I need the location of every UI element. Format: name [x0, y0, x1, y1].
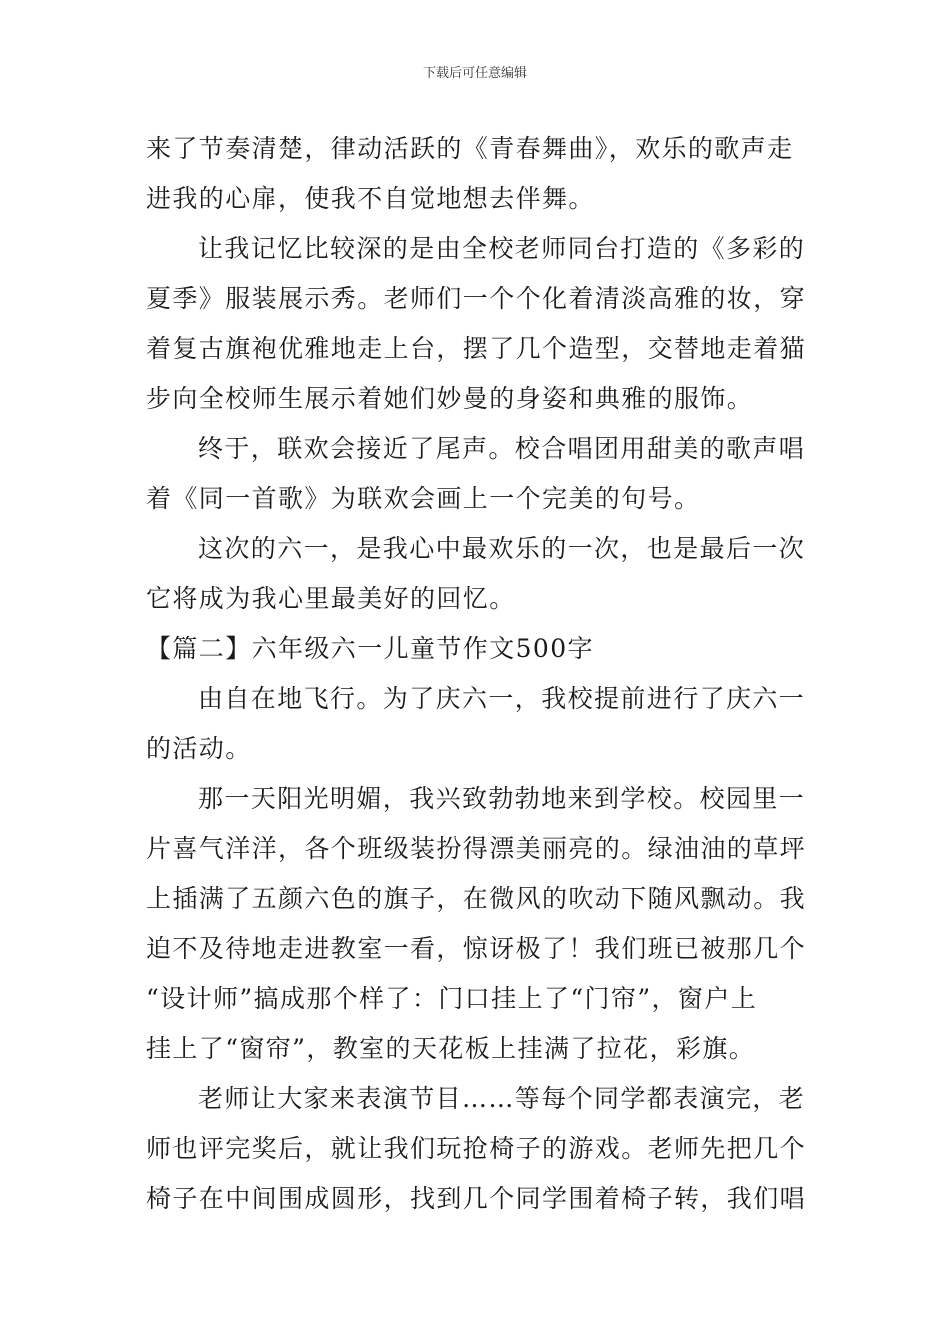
text-line: 进我的心扉，使我不自觉地想去伴舞。	[146, 184, 595, 213]
text-line: 着《同一首歌》为联欢会画上一个完美的句号。	[146, 484, 701, 513]
paragraph-first-line: 终于，联欢会接近了尾声。校合唱团用甜美的歌声唱	[198, 434, 806, 463]
text-line: 夏季》服装展示秀。老师们一个个化着清淡高雅的妆，穿	[146, 284, 807, 313]
text-line: 师也评完奖后，就让我们玩抢椅子的游戏。老师先把几个	[146, 1134, 807, 1163]
paragraph-first-line: 老师让大家来表演节目……等每个同学都表演完，老	[198, 1084, 806, 1113]
text-line: 步向全校师生展示着她们妙曼的身姿和典雅的服饰。	[146, 384, 754, 413]
paragraph-first-line: 这次的六一，是我心中最欢乐的一次，也是最后一次	[198, 534, 806, 563]
page-header-note: 下载后可任意编辑	[422, 66, 527, 81]
text-line: 挂上了“窗帘”，教室的天花板上挂满了拉花，彩旗。	[146, 1034, 756, 1063]
paragraph-first-line: 那一天阳光明媚，我兴致勃勃地来到学校。校园里一	[198, 784, 806, 813]
text-line: 的活动。	[146, 734, 252, 763]
text-line: “设计师”搞成那个样了：门口挂上了“门帘”，窗户上	[146, 984, 758, 1013]
paragraph-first-line: 由自在地飞行。为了庆六一，我校提前进行了庆六一	[198, 684, 806, 713]
text-line: 着复古旗袍优雅地走上台，摆了几个造型，交替地走着猫	[146, 334, 807, 363]
section-heading: 【篇二】六年级六一儿童节作文500字	[146, 634, 594, 663]
document-body	[146, 124, 816, 1224]
text-line: 椅子在中间围成圆形，找到几个同学围着椅子转，我们唱	[146, 1184, 807, 1213]
text-line: 迫不及待地走进教室一看，惊讶极了！我们班已被那几个	[146, 934, 807, 963]
text-line: 来了节奏清楚，律动活跃的《青春舞曲》，欢乐的歌声走	[146, 134, 794, 163]
text-line: 它将成为我心里最美好的回忆。	[146, 584, 516, 613]
text-line: 上插满了五颜六色的旗子，在微风的吹动下随风飘动。我	[146, 884, 807, 913]
text-line: 片喜气洋洋，各个班级装扮得漂美丽亮的。绿油油的草坪	[146, 834, 807, 863]
paragraph-first-line: 让我记忆比较深的是由全校老师同台打造的《多彩的	[198, 234, 806, 263]
